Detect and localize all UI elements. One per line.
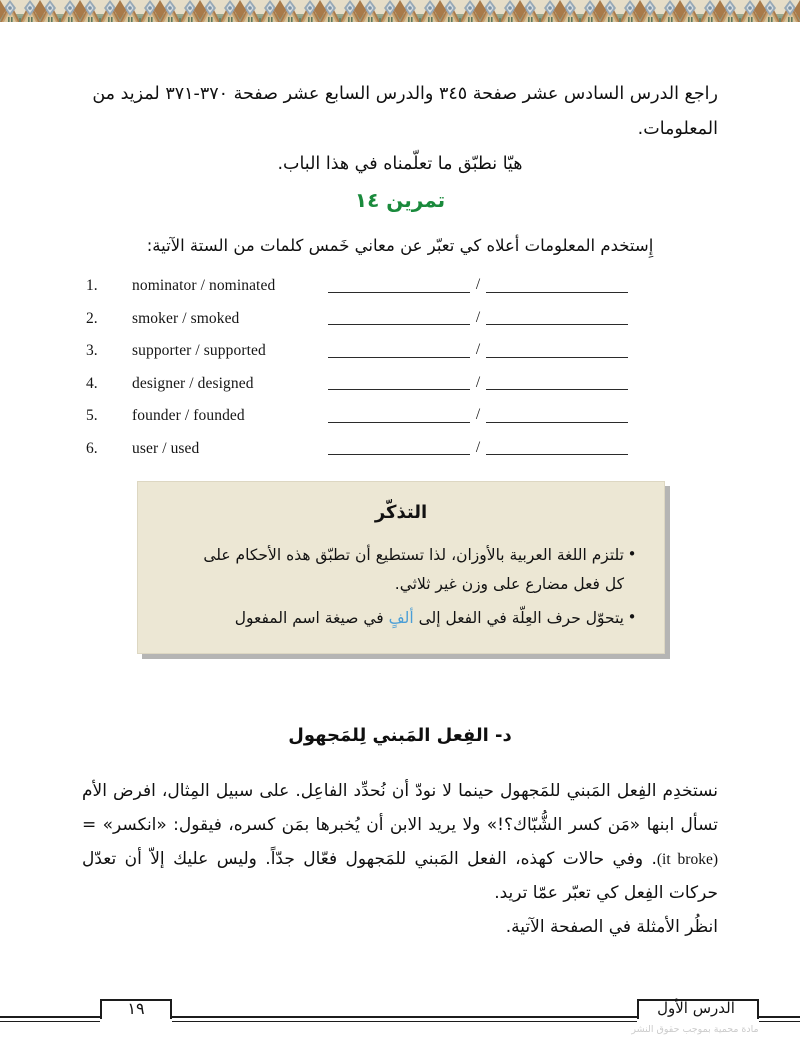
- footer-rule-right: [759, 1016, 800, 1022]
- answer-blank-first[interactable]: [328, 442, 470, 455]
- item-word-pair: designer / designed: [132, 374, 254, 392]
- blank-separator: /: [475, 406, 481, 423]
- answer-blanks: [328, 440, 646, 459]
- blank-separator: /: [475, 308, 481, 326]
- answer-blank-first[interactable]: [328, 377, 470, 390]
- section-body-paragraph: [82, 774, 718, 944]
- exercise-title: تمرين ١٤: [354, 188, 446, 212]
- list-item: [86, 433, 646, 466]
- item-word-pair: supporter / supported: [132, 342, 266, 360]
- list-item: [86, 303, 646, 336]
- answer-blanks: [328, 342, 646, 361]
- answer-blanks: [328, 310, 646, 329]
- top-decorative-border: [0, 0, 800, 22]
- reminder-highlight-term: ألفٍ: [388, 609, 414, 628]
- word-pair-list: [86, 270, 646, 465]
- item-word-pair: smoker / smoked: [132, 309, 240, 327]
- footer-rule-left: [0, 1016, 100, 1022]
- reminder-bullet-1: [162, 541, 640, 598]
- reminder-bullet-2: [162, 604, 640, 633]
- blank-separator: /: [475, 276, 481, 293]
- answer-blank-first[interactable]: [328, 410, 470, 423]
- answer-blank-first[interactable]: [328, 312, 470, 325]
- body-text-last-line: انظُر الأمثلة في الصفحة الآتية.: [505, 917, 718, 937]
- item-number: 5.: [86, 407, 98, 425]
- bullet-icon: •: [627, 608, 637, 627]
- reminder-box-wrapper: [137, 481, 665, 654]
- body-text-latin-gloss: (it broke): [656, 851, 718, 868]
- section-heading: د- الفِعل المَبني لِلمَجهول: [288, 725, 512, 746]
- item-word-pair: user / used: [132, 439, 200, 457]
- blank-separator: /: [475, 341, 481, 358]
- blank-separator: /: [475, 438, 481, 456]
- answer-blank-second[interactable]: [486, 345, 628, 358]
- reminder-bullet-2-before: يتحوّل حرف العِلّة في الفعل إلى: [413, 609, 624, 628]
- answer-blank-second[interactable]: [486, 312, 628, 325]
- blank-separator: /: [475, 373, 481, 391]
- copyright-notice: مادة محمية بموجب حقوق النشر: [631, 1024, 759, 1035]
- exercise-instruction: إِستخدم المعلومات أعلاه كي تعبّر عن معاني خَمس كلمات من الستة الآتية:: [146, 236, 654, 255]
- answer-blanks: [328, 407, 646, 426]
- reminder-bullet-2-after: في صيغة اسم المفعول: [234, 609, 389, 628]
- list-item: [86, 270, 646, 303]
- item-word-pair: founder / founded: [132, 407, 245, 425]
- answer-blank-second[interactable]: [486, 280, 628, 293]
- page-footer: [0, 972, 800, 1040]
- item-number: 2.: [86, 309, 98, 327]
- answer-blanks: [328, 375, 646, 394]
- list-item: [86, 368, 646, 401]
- answer-blanks: [328, 277, 646, 296]
- answer-blank-second[interactable]: [486, 410, 628, 423]
- reminder-box: [137, 481, 665, 654]
- list-item: [86, 400, 646, 433]
- intro-line-1: راجع الدرس السادس عشر صفحة ٣٤٥ والدرس السابع عشر صفحة ٣٧٠-٣٧١ لمزيد من المعلومات.: [92, 84, 718, 139]
- answer-blank-second[interactable]: [486, 377, 628, 390]
- reminder-bullet-1-text: [162, 541, 624, 598]
- body-text-part-1: نستخدِم الفِعل المَبني للمَجهول حينما لا نودّ أن نُحدِّد الفاعِل. على سبيل المِثال، افرض الأم تسأل ابنها «مَن كسر الشُّبّاك؟!» ولا يريد الابن أن يُخبرها بمَن كسره، فيقول: «انكسر» =: [82, 781, 718, 835]
- item-number: 1.: [86, 277, 98, 295]
- item-number: 6.: [86, 439, 98, 457]
- body-text-part-2: . وفي حالات كهذه، الفعل المَبني للمَجهول فعّال جدّاً. وليس عليك إلاّ أن تعدّل حركات الفِعل كي تعبّر عمّا تريد.: [82, 849, 718, 903]
- reminder-title: التذكّر: [374, 502, 428, 523]
- intro-paragraph: [82, 77, 718, 182]
- reminder-bullet-1-line2: كل فعل مضارع على وزن غير ثلاثي.: [394, 574, 624, 593]
- bullet-icon: •: [627, 545, 637, 563]
- item-number: 4.: [86, 374, 98, 392]
- answer-blank-second[interactable]: [486, 442, 628, 455]
- page-content: [0, 22, 800, 1040]
- intro-line-2: هيّا نطبّق ما تعلّمناه في هذا الباب.: [277, 154, 523, 174]
- answer-blank-first[interactable]: [328, 345, 470, 358]
- page-number: ١٩: [127, 999, 145, 1018]
- item-number: 3.: [86, 342, 98, 360]
- lesson-label: الدرس الأول: [657, 999, 735, 1017]
- item-word-pair: nominator / nominated: [132, 277, 276, 295]
- reminder-bullet-2-text: [162, 604, 624, 633]
- answer-blank-first[interactable]: [328, 280, 470, 293]
- list-item: [86, 335, 646, 368]
- footer-rule-middle: [172, 1016, 637, 1022]
- reminder-bullet-1-line1: تلتزم اللغة العربية بالأوزان، لذا تستطيع أن تطبّق هذه الأحكام على: [203, 546, 624, 564]
